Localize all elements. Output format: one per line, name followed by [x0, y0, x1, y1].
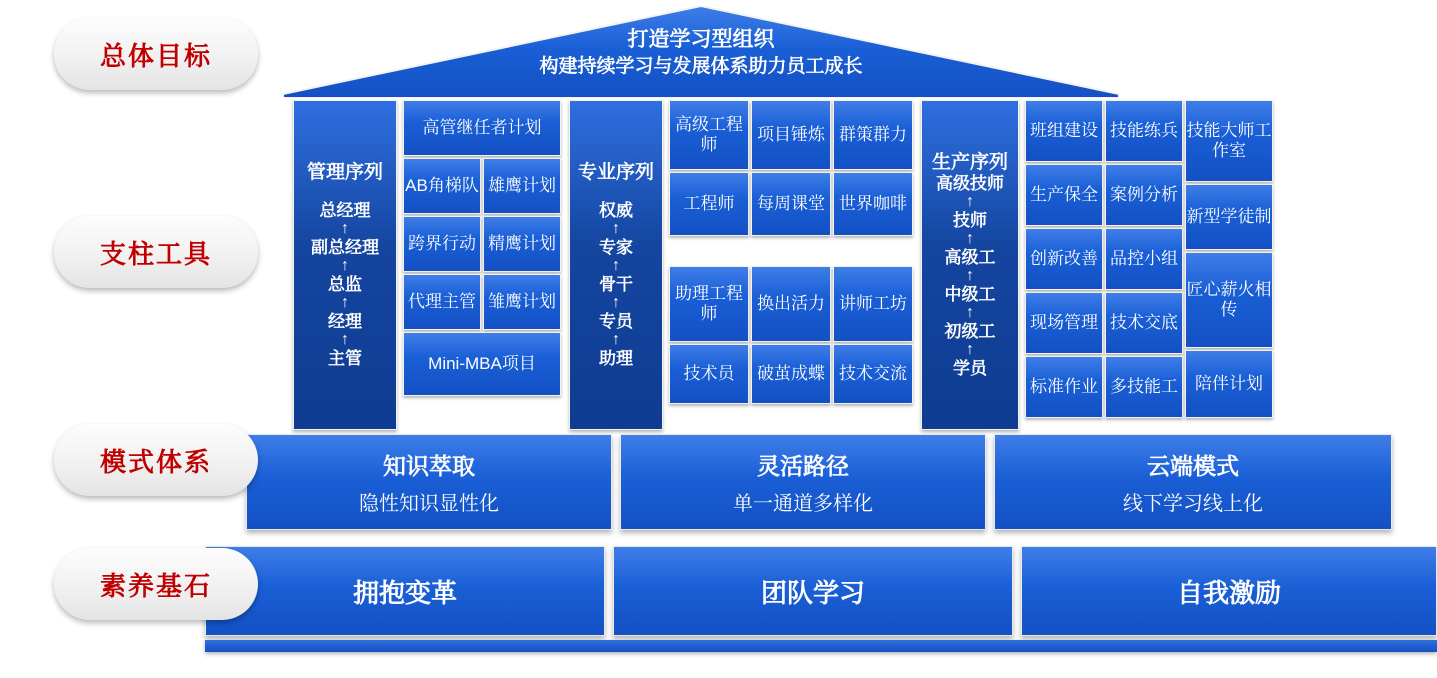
- arrow-up-icon: ↑: [965, 303, 974, 321]
- mode-title: 灵活路径: [757, 453, 849, 479]
- professional-rank: 助理: [598, 349, 633, 369]
- professional-rank: 专家: [598, 238, 633, 258]
- professional-tool: [833, 172, 913, 236]
- arrow-up-icon: ↑: [965, 192, 974, 210]
- professional-tool: [833, 100, 913, 170]
- foundation-card-change: [205, 546, 605, 636]
- management-tool-label: AB角梯队: [405, 176, 479, 196]
- management-rank: 副总经理: [310, 238, 379, 258]
- production-tool: [1105, 164, 1183, 226]
- professional-tool-label: 每周课堂: [757, 194, 825, 214]
- professional-tool-label: 世界咖啡: [839, 194, 907, 214]
- production-tool-label: 班组建设: [1030, 121, 1098, 141]
- professional-tool-label: 工程师: [683, 194, 735, 214]
- management-tool-label: 代理主管: [408, 292, 476, 312]
- management-title: 管理序列: [306, 161, 383, 183]
- professional-tool-label: 技术员: [683, 364, 735, 384]
- professional-rank: 骨干: [598, 275, 633, 295]
- professional-tool: [669, 172, 749, 236]
- professional-tool: [751, 172, 831, 236]
- side-label-overall-goal: [54, 18, 258, 90]
- roof-banner: [283, 6, 1119, 96]
- professional-title: 专业序列: [577, 161, 654, 183]
- side-label-text: 支柱工具: [99, 238, 212, 269]
- professional-tool: [669, 100, 749, 170]
- arrow-up-icon: ↑: [340, 257, 349, 275]
- production-tool: [1025, 164, 1103, 226]
- mode-card-knowledge: [246, 434, 612, 530]
- side-label-text: 素养基石: [99, 570, 212, 601]
- mode-title: 云端模式: [1147, 453, 1239, 479]
- foundation-card-self: [1021, 546, 1437, 636]
- spacer-icon: [343, 184, 347, 200]
- professional-tool-label: 群策群力: [839, 125, 907, 145]
- management-tool: [403, 158, 481, 214]
- production-tool-label: 创新改善: [1030, 249, 1098, 269]
- management-tool: [403, 274, 481, 330]
- management-tool-label: Mini-MBA项目: [428, 354, 536, 374]
- mode-card-cloud: [994, 434, 1392, 530]
- production-tool: [1105, 100, 1183, 162]
- mode-subtitle: 线下学习线上化: [1123, 493, 1263, 515]
- management-tool-label: 高管继任者计划: [422, 118, 542, 138]
- production-title: 生产序列: [931, 152, 1008, 174]
- professional-ladder-list: [578, 162, 654, 368]
- professional-rank: 权威: [598, 201, 633, 221]
- arrow-up-icon: ↑: [965, 229, 974, 247]
- side-label-text: 总体目标: [99, 40, 212, 71]
- professional-tool: [833, 344, 913, 404]
- roof-line-1: 打造学习型组织: [627, 28, 775, 51]
- pillar-management-ladder: [293, 100, 397, 430]
- production-tool: [1185, 100, 1273, 182]
- production-rank: 高级技师: [935, 173, 1004, 193]
- professional-tool-label: 换出活力: [757, 294, 825, 314]
- arrow-up-icon: ↑: [965, 266, 974, 284]
- production-tool-label: 新型学徒制: [1186, 207, 1272, 227]
- professional-tool: [751, 266, 831, 342]
- production-rank: 初级工: [944, 321, 996, 341]
- production-tool-label: 品控小组: [1110, 249, 1178, 269]
- side-label-mode-system: [54, 424, 258, 496]
- professional-tool: [669, 344, 749, 404]
- management-tool: [483, 274, 561, 330]
- arrow-up-icon: ↑: [611, 331, 620, 349]
- production-ladder-list: [932, 152, 1008, 377]
- arrow-up-icon: ↑: [965, 340, 974, 358]
- arrow-up-icon: ↑: [611, 257, 620, 275]
- professional-tool-label: 项目锤炼: [757, 125, 825, 145]
- professional-tool: [751, 100, 831, 170]
- production-tool: [1185, 252, 1273, 348]
- foundation-plinth: [205, 640, 1437, 652]
- foundation-label: 自我激励: [1176, 577, 1281, 608]
- management-tool: [483, 158, 561, 214]
- mode-title: 知识萃取: [383, 453, 475, 479]
- production-tool: [1105, 356, 1183, 418]
- professional-tool: [751, 344, 831, 404]
- production-tool-label: 多技能工: [1110, 377, 1178, 397]
- mode-row: [246, 434, 1392, 530]
- production-rank: 高级工: [944, 247, 996, 267]
- production-tool: [1025, 228, 1103, 290]
- mode-subtitle: 单一通道多样化: [733, 493, 873, 515]
- management-tool-label: 跨界行动: [408, 234, 476, 254]
- professional-tool: [833, 266, 913, 342]
- side-label-text: 模式体系: [99, 446, 212, 477]
- production-tool-label: 陪伴计划: [1195, 374, 1263, 394]
- arrow-up-icon: ↑: [340, 220, 349, 238]
- production-tool-label: 技能练兵: [1110, 121, 1178, 141]
- management-tool-label: 雄鹰计划: [488, 176, 556, 196]
- production-tool: [1025, 356, 1103, 418]
- management-rank: 总经理: [319, 201, 371, 221]
- production-tool: [1185, 184, 1273, 250]
- arrow-up-icon: ↑: [340, 331, 349, 349]
- pillar-professional-ladder: [569, 100, 663, 430]
- mode-subtitle: 隐性知识显性化: [359, 493, 499, 515]
- production-tool: [1105, 228, 1183, 290]
- management-tool: [403, 216, 481, 272]
- arrow-up-icon: ↑: [340, 294, 349, 312]
- professional-tool-label: 助理工程师: [675, 284, 743, 323]
- professional-tool-label: 高级工程师: [675, 115, 743, 154]
- professional-tool-label: 破茧成蝶: [757, 364, 825, 384]
- management-tool: [403, 332, 561, 396]
- side-label-pillar-tools: [54, 216, 258, 288]
- foundation-label: 团队学习: [760, 577, 865, 608]
- professional-tool-label: 讲师工坊: [839, 294, 907, 314]
- management-rank: 主管: [327, 349, 362, 369]
- foundation-card-team: [613, 546, 1013, 636]
- professional-tool: [669, 266, 749, 342]
- management-tool: [483, 216, 561, 272]
- arrow-up-icon: ↑: [611, 294, 620, 312]
- professional-rank: 专员: [598, 312, 633, 332]
- roof-line-2: 构建持续学习与发展体系助力员工成长: [539, 55, 863, 77]
- production-tool-label: 技能大师工作室: [1186, 121, 1272, 160]
- mode-card-path: [620, 434, 986, 530]
- production-tool-label: 现场管理: [1030, 313, 1098, 333]
- production-tool-label: 案例分析: [1110, 185, 1178, 205]
- production-tool-label: 技术交底: [1110, 313, 1178, 333]
- professional-tool-label: 技术交流: [839, 364, 907, 384]
- production-rank: 学员: [952, 358, 987, 378]
- side-label-foundation: [54, 548, 258, 620]
- production-tool-label: 标准作业: [1030, 377, 1098, 397]
- management-rank: 总监: [327, 275, 362, 295]
- foundation-label: 拥抱变革: [352, 577, 457, 608]
- management-rank: 经理: [327, 312, 362, 332]
- management-ladder-list: [307, 162, 383, 368]
- management-tool: [403, 100, 561, 156]
- production-rank: 技师: [952, 210, 987, 230]
- spacer-icon: [614, 184, 618, 200]
- production-tool: [1185, 350, 1273, 418]
- production-tool-label: 生产保全: [1030, 185, 1098, 205]
- production-rank: 中级工: [944, 284, 996, 304]
- production-tool: [1025, 292, 1103, 354]
- production-tool: [1025, 100, 1103, 162]
- arrow-up-icon: ↑: [611, 220, 620, 238]
- pillar-production-ladder: [921, 100, 1019, 430]
- management-tool-label: 精鹰计划: [488, 234, 556, 254]
- production-tool: [1105, 292, 1183, 354]
- management-tool-label: 雏鹰计划: [488, 292, 556, 312]
- foundation-row: [205, 546, 1437, 652]
- production-tool-label: 匠心薪火相传: [1186, 280, 1272, 319]
